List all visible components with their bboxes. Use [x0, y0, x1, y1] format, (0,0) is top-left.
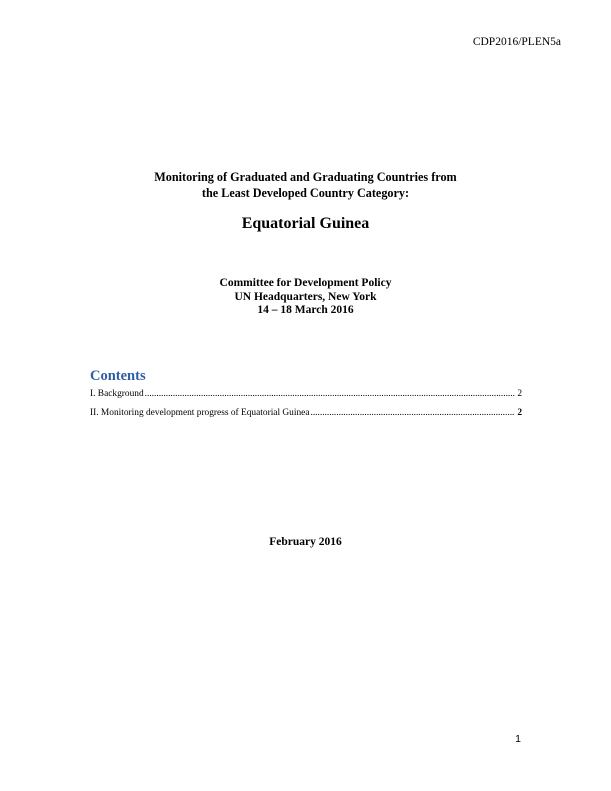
toc-entry-background[interactable]	[90, 389, 522, 399]
table-of-contents	[90, 389, 522, 427]
toc-leader-dots	[145, 389, 516, 399]
toc-leader-dots	[310, 408, 515, 418]
title-line-1: Monitoring of Graduated and Graduating Countries from	[154, 170, 457, 184]
document-title	[0, 169, 611, 201]
toc-entry-label: II. Monitoring development progress of Equatorial Guinea	[90, 408, 310, 418]
meeting-venue: UN Headquarters, New York	[234, 290, 377, 303]
country-name: Equatorial Guinea	[241, 215, 370, 232]
contents-heading: Contents	[90, 368, 146, 384]
toc-entry-label: I. Background	[90, 389, 144, 399]
meeting-dates: 14 – 18 March 2016	[257, 304, 354, 316]
document-code: CDP2016/PLEN5a	[472, 36, 561, 48]
publication-date: February 2016	[269, 536, 342, 548]
page-number: 1	[515, 733, 521, 745]
toc-entry-monitoring[interactable]	[90, 408, 522, 418]
toc-entry-page: 2	[517, 408, 522, 418]
meeting-info	[0, 277, 611, 318]
toc-entry-page: 2	[517, 389, 522, 399]
title-line-2: the Least Developed Country Category:	[201, 186, 410, 200]
committee-name: Committee for Development Policy	[219, 277, 392, 289]
